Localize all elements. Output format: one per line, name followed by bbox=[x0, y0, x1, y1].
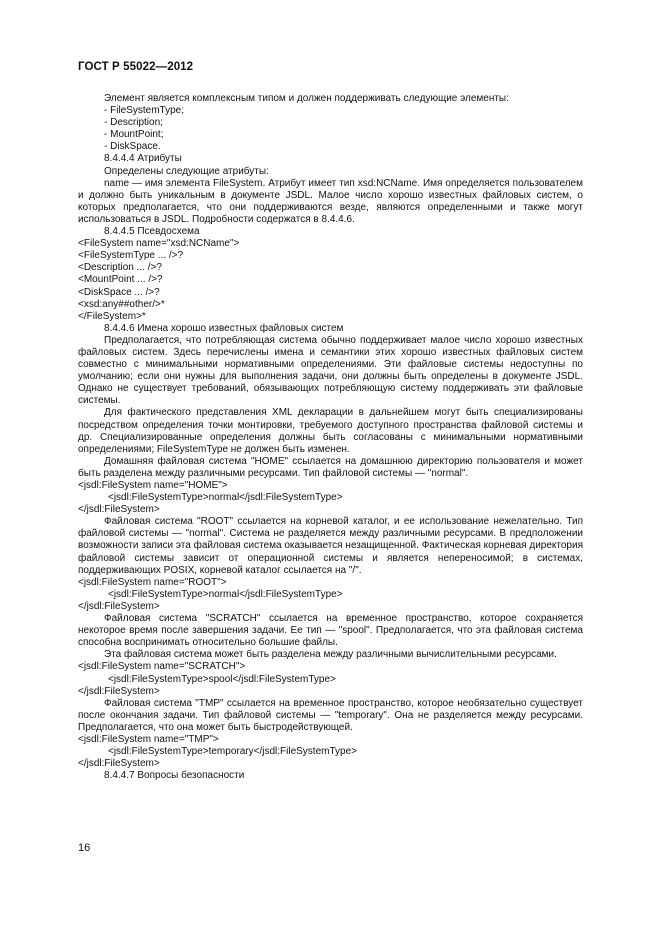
list-item: - FileSystemType; bbox=[104, 105, 185, 117]
section-heading: 8.4.4.4 Атрибуты bbox=[104, 153, 182, 165]
code-line: <xsd:any##other/>* bbox=[78, 298, 165, 310]
code-line: <MountPoint ... />? bbox=[78, 274, 163, 286]
code-line: <Description ... />? bbox=[78, 262, 162, 274]
document-body bbox=[78, 93, 583, 782]
code-line: <DiskSpace ... />? bbox=[78, 286, 160, 298]
code-line: </jsdl:FileSystem> bbox=[78, 600, 160, 612]
page-number: 16 bbox=[78, 842, 91, 854]
code-line: <jsdl:FileSystemType>spool</jsdl:FileSystemType> bbox=[108, 673, 336, 685]
code-line: <jsdl:FileSystem name="SCRATCH"> bbox=[78, 661, 246, 673]
code-line: </jsdl:FileSystem> bbox=[78, 685, 160, 697]
list-item: - MountPoint; bbox=[104, 129, 164, 141]
paragraph: Файловая система "ROOT" ссылается на корневой каталог, и ее использование нежелательно. Тип файловой системы — "normal". Система не разделяется между различными ресурсами. В предположении возможности записи эта файловая система оказывается незащищенной. Фактическая корневая директория файловой системы зависит от операционной системы и является непереносимой; в системах, поддерживающих POSIX, корневой каталог ссылается на "/". bbox=[78, 516, 583, 576]
section-heading: 8.4.4.5 Псевдосхема bbox=[104, 226, 200, 238]
paragraph: Определены следующие атрибуты: bbox=[104, 165, 269, 177]
paragraph: Эта файловая система может быть разделена между различными вычислительными ресурсами. bbox=[104, 649, 557, 661]
section-heading: 8.4.4.6 Имена хорошо известных файловых систем bbox=[104, 322, 344, 334]
section-heading: 8.4.4.7 Вопросы безопасности bbox=[104, 770, 245, 782]
paragraph: Домашняя файловая система "HOME" ссылается на домашнюю директорию пользователя и может быть разделена между различными ресурсами. Тип файловой системы — "normal". bbox=[78, 455, 583, 479]
code-line: <FileSystem name="xsd:NCName"> bbox=[78, 238, 240, 250]
paragraph: Файловая система "SCRATCH" ссылается на временное пространство, которое сохраняется некоторое время после завершения задачи. Ее тип — "spool". Предполагается, что эта файловая система способна воспринимать относительно большие файлы. bbox=[78, 613, 583, 649]
code-line: <jsdl:FileSystemType>normal</jsdl:FileSystemType> bbox=[108, 492, 343, 504]
list-item: - Description; bbox=[104, 117, 163, 129]
paragraph: name — имя элемента FileSystem. Атрибут имеет тип xsd:NCName. Имя определяется пользователем и должно быть уникальным в документе JSDL. Малое число хорошо известных файловых систем, о которых предполагается, что они поддерживаются везде, являются определенными и также могут использоваться в JSDL. Подробности содержатся в 8.4.4.6. bbox=[78, 177, 583, 225]
code-line: <jsdl:FileSystemType>temporary</jsdl:FileSystemType> bbox=[108, 746, 357, 758]
code-line: <jsdl:FileSystem name="TMP"> bbox=[78, 733, 219, 745]
paragraph: Файловая система "TMP" ссылается на временное пространство, которое необязательно существует после окончания задачи. Тип файловой системы — "temporary". Она не разделяется между ресурсами. Предполагается, что она может быть быстродействующей. bbox=[78, 697, 583, 733]
paragraph: Для фактического представления XML декларации в дальнейшем могут быть специализированы посредством определения точки монтировки, требуемого доступного пространства файловой системы и др. Специализированные определения должны быть согласованы с минимальными нормативными определениями; FileSystemType не должен быть изменен. bbox=[78, 407, 583, 455]
paragraph: Предполагается, что потребляющая система обычно поддерживает малое число хорошо известных файловых систем. Здесь перечислены имена и семантики этих хорошо известных файловых систем совместно с минимальными нормативными определениями. Эти файловые системы недоступны по умолчанию; если они нужны для выполнения задачи, они должны быть определены в документе JSDL. Однако не существует требований, обязывающих потребляющую систему поддерживать эти файловые системы. bbox=[78, 334, 583, 407]
code-line: <jsdl:FileSystemType>normal</jsdl:FileSystemType> bbox=[108, 588, 343, 600]
code-line: <jsdl:FileSystem name="HOME"> bbox=[78, 480, 228, 491]
list-item: - DiskSpace. bbox=[104, 141, 161, 153]
code-line: </jsdl:FileSystem> bbox=[78, 504, 160, 516]
document-header: ГОСТ Р 55022—2012 bbox=[78, 61, 194, 73]
code-line: </FileSystem>* bbox=[78, 310, 146, 322]
code-line: </jsdl:FileSystem> bbox=[78, 758, 160, 770]
code-line: <FileSystemType ... />? bbox=[78, 250, 184, 262]
code-line: <jsdl:FileSystem name="ROOT"> bbox=[78, 576, 227, 588]
paragraph: Элемент является комплексным типом и должен поддерживать следующие элементы: bbox=[104, 93, 509, 104]
